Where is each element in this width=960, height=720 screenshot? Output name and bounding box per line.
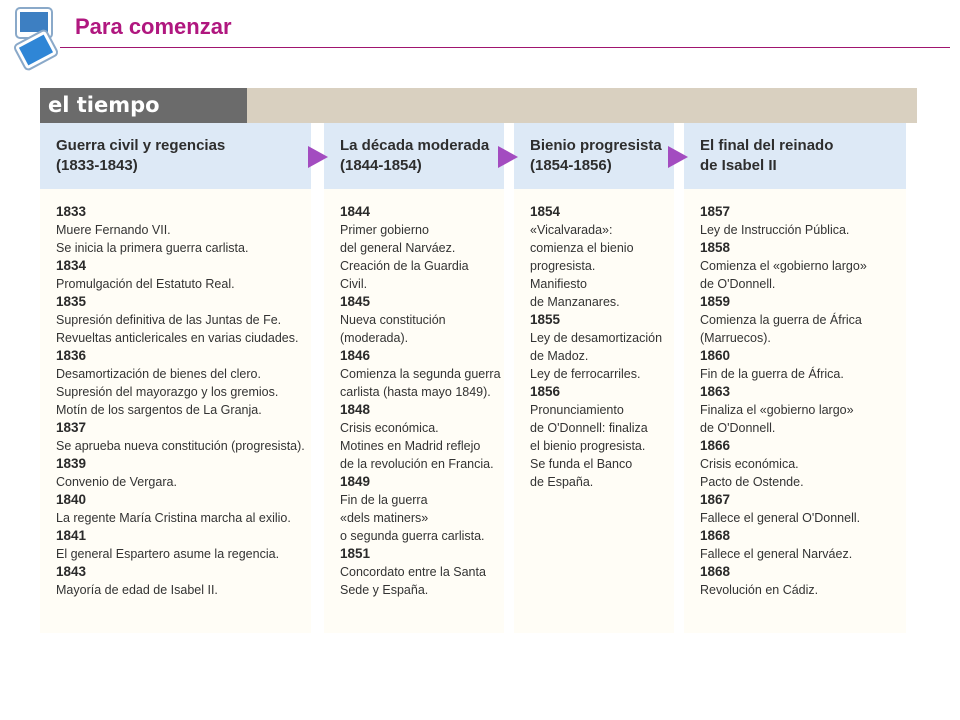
screen-windows-icon: [12, 6, 60, 72]
event-text: Pacto de Ostende.: [700, 475, 804, 489]
event-text: Promulgación del Estatuto Real.: [56, 277, 235, 291]
event-year: 1856: [530, 384, 561, 399]
event-year: 1841: [56, 528, 87, 543]
event-year: 1848: [340, 402, 371, 417]
event-year: 1836: [56, 348, 87, 363]
event-text: Finaliza el «gobierno largo»: [700, 403, 854, 417]
event-year: 1866: [700, 438, 731, 453]
column-1: [324, 123, 504, 633]
column-2: [514, 123, 674, 633]
event-list: [514, 189, 674, 491]
event-item: [56, 455, 311, 491]
event-year: 1833: [56, 204, 87, 219]
event-text: Fin de la guerra: [340, 493, 428, 507]
event-item: [56, 527, 311, 563]
arrow-right-icon: [498, 146, 518, 168]
event-item: [56, 491, 311, 527]
event-year: 1854: [530, 204, 561, 219]
column-3: [684, 123, 906, 633]
event-year: 1851: [340, 546, 371, 561]
event-text: (moderada).: [340, 331, 409, 345]
event-year: 1834: [56, 258, 87, 273]
column-heading: [684, 123, 906, 189]
column-0: [40, 123, 311, 633]
column-title-line: Bienio progresista: [530, 137, 662, 154]
event-text: Fin de la guerra de África.: [700, 367, 844, 381]
event-text: de O'Donnell.: [700, 277, 776, 291]
event-item: [700, 383, 906, 437]
event-text: «Vicalvarada»:: [530, 223, 613, 237]
event-text: de Manzanares.: [530, 295, 620, 309]
event-item: [700, 491, 906, 527]
event-item: [56, 257, 311, 293]
event-text: Crisis económica.: [340, 421, 439, 435]
event-item: [56, 419, 311, 455]
event-text: Desamortización de bienes del clero.: [56, 367, 261, 381]
page-title: Para comenzar: [75, 14, 232, 39]
event-text: Mayoría de edad de Isabel II.: [56, 583, 218, 597]
event-text: Supresión del mayorazgo y los gremios.: [56, 385, 279, 399]
event-text: Nueva constitución: [340, 313, 446, 327]
event-text: Motines en Madrid reflejo: [340, 439, 481, 453]
column-heading: [40, 123, 311, 189]
column-title-line: (1833-1843): [56, 157, 138, 174]
event-text: Comienza la segunda guerra: [340, 367, 501, 381]
event-year: 1845: [340, 294, 371, 309]
event-text: de España.: [530, 475, 594, 489]
event-text: Se inicia la primera guerra carlista.: [56, 241, 249, 255]
event-text: el bienio progresista.: [530, 439, 646, 453]
event-year: 1860: [700, 348, 731, 363]
event-year: 1840: [56, 492, 87, 507]
event-year: 1844: [340, 204, 371, 219]
event-text: (Marruecos).: [700, 331, 771, 345]
event-list: [324, 189, 504, 599]
event-text: o segunda guerra carlista.: [340, 529, 485, 543]
event-item: [340, 545, 504, 599]
event-year: 1849: [340, 474, 371, 489]
event-text: «dels matiners»: [340, 511, 429, 525]
event-year: 1857: [700, 204, 731, 219]
event-text: Comienza el «gobierno largo»: [700, 259, 867, 273]
event-item: [340, 203, 504, 293]
event-text: Fallece el general O'Donnell.: [700, 511, 861, 525]
event-text: Convenio de Vergara.: [56, 475, 177, 489]
event-text: Se funda el Banco: [530, 457, 633, 471]
event-item: [700, 293, 906, 347]
event-text: El general Espartero asume la regencia.: [56, 547, 280, 561]
event-text: Civil.: [340, 277, 368, 291]
event-item: [700, 527, 906, 563]
event-year: 1867: [700, 492, 731, 507]
event-text: Pronunciamiento: [530, 403, 624, 417]
timeline-panel: [40, 88, 917, 633]
event-list: [40, 189, 311, 599]
event-item: [340, 293, 504, 347]
event-year: 1839: [56, 456, 87, 471]
event-text: Creación de la Guardia: [340, 259, 469, 273]
event-item: [700, 563, 906, 599]
event-text: Comienza la guerra de África: [700, 313, 862, 327]
event-text: Revolución en Cádiz.: [700, 583, 819, 597]
event-text: Revueltas anticlericales en varias ciudades.: [56, 331, 299, 345]
event-text: Se aprueba nueva constitución (progresista).: [56, 439, 305, 453]
event-item: [340, 473, 504, 545]
column-title-line: de Isabel II: [700, 157, 777, 174]
event-text: Ley de Instrucción Pública.: [700, 223, 850, 237]
event-item: [56, 203, 311, 257]
event-year: 1843: [56, 564, 87, 579]
column-title-line: (1844-1854): [340, 157, 422, 174]
event-year: 1859: [700, 294, 731, 309]
event-text: comienza el bienio: [530, 241, 634, 255]
event-text: carlista (hasta mayo 1849).: [340, 385, 491, 399]
event-item: [530, 383, 674, 491]
event-year: 1868: [700, 564, 731, 579]
event-text: de Madoz.: [530, 349, 589, 363]
event-item: [700, 239, 906, 293]
event-list: [684, 189, 906, 599]
event-text: de la revolución en Francia.: [340, 457, 494, 471]
event-item: [340, 401, 504, 473]
event-year: 1855: [530, 312, 561, 327]
event-item: [530, 203, 674, 311]
event-text: Manifiesto: [530, 277, 587, 291]
column-heading: [324, 123, 504, 189]
event-year: 1863: [700, 384, 731, 399]
column-title-line: Guerra civil y regencias: [56, 137, 226, 154]
band-label: el tiempo: [40, 88, 247, 123]
event-year: 1858: [700, 240, 731, 255]
event-item: [56, 563, 311, 599]
event-text: Fallece el general Narváez.: [700, 547, 853, 561]
arrow-right-icon: [308, 146, 328, 168]
event-text: Muere Fernando VII.: [56, 223, 171, 237]
event-text: de O'Donnell: finaliza: [530, 421, 648, 435]
event-text: del general Narváez.: [340, 241, 456, 255]
event-item: [340, 347, 504, 401]
event-text: Crisis económica.: [700, 457, 799, 471]
event-text: de O'Donnell.: [700, 421, 776, 435]
column-heading: [514, 123, 674, 189]
column-title-line: La década moderada: [340, 137, 490, 154]
event-text: Supresión definitiva de las Juntas de Fe.: [56, 313, 282, 327]
event-text: La regente María Cristina marcha al exilio.: [56, 511, 291, 525]
event-year: 1868: [700, 528, 731, 543]
event-year: 1846: [340, 348, 371, 363]
event-text: Sede y España.: [340, 583, 429, 597]
event-text: Primer gobierno: [340, 223, 429, 237]
event-year: 1837: [56, 420, 87, 435]
column-title-line: (1854-1856): [530, 157, 612, 174]
event-text: Ley de ferrocarriles.: [530, 367, 641, 381]
event-item: [700, 347, 906, 383]
event-item: [700, 437, 906, 491]
event-item: [700, 203, 906, 239]
event-year: 1835: [56, 294, 87, 309]
event-text: progresista.: [530, 259, 596, 273]
column-title-line: El final del reinado: [700, 137, 834, 154]
event-item: [56, 293, 311, 347]
event-text: Motín de los sargentos de La Granja.: [56, 403, 262, 417]
event-item: [530, 311, 674, 383]
event-text: Ley de desamortización: [530, 331, 663, 345]
title-divider: [60, 47, 950, 48]
event-text: Concordato entre la Santa: [340, 565, 486, 579]
event-item: [56, 347, 311, 419]
arrow-right-icon: [668, 146, 688, 168]
